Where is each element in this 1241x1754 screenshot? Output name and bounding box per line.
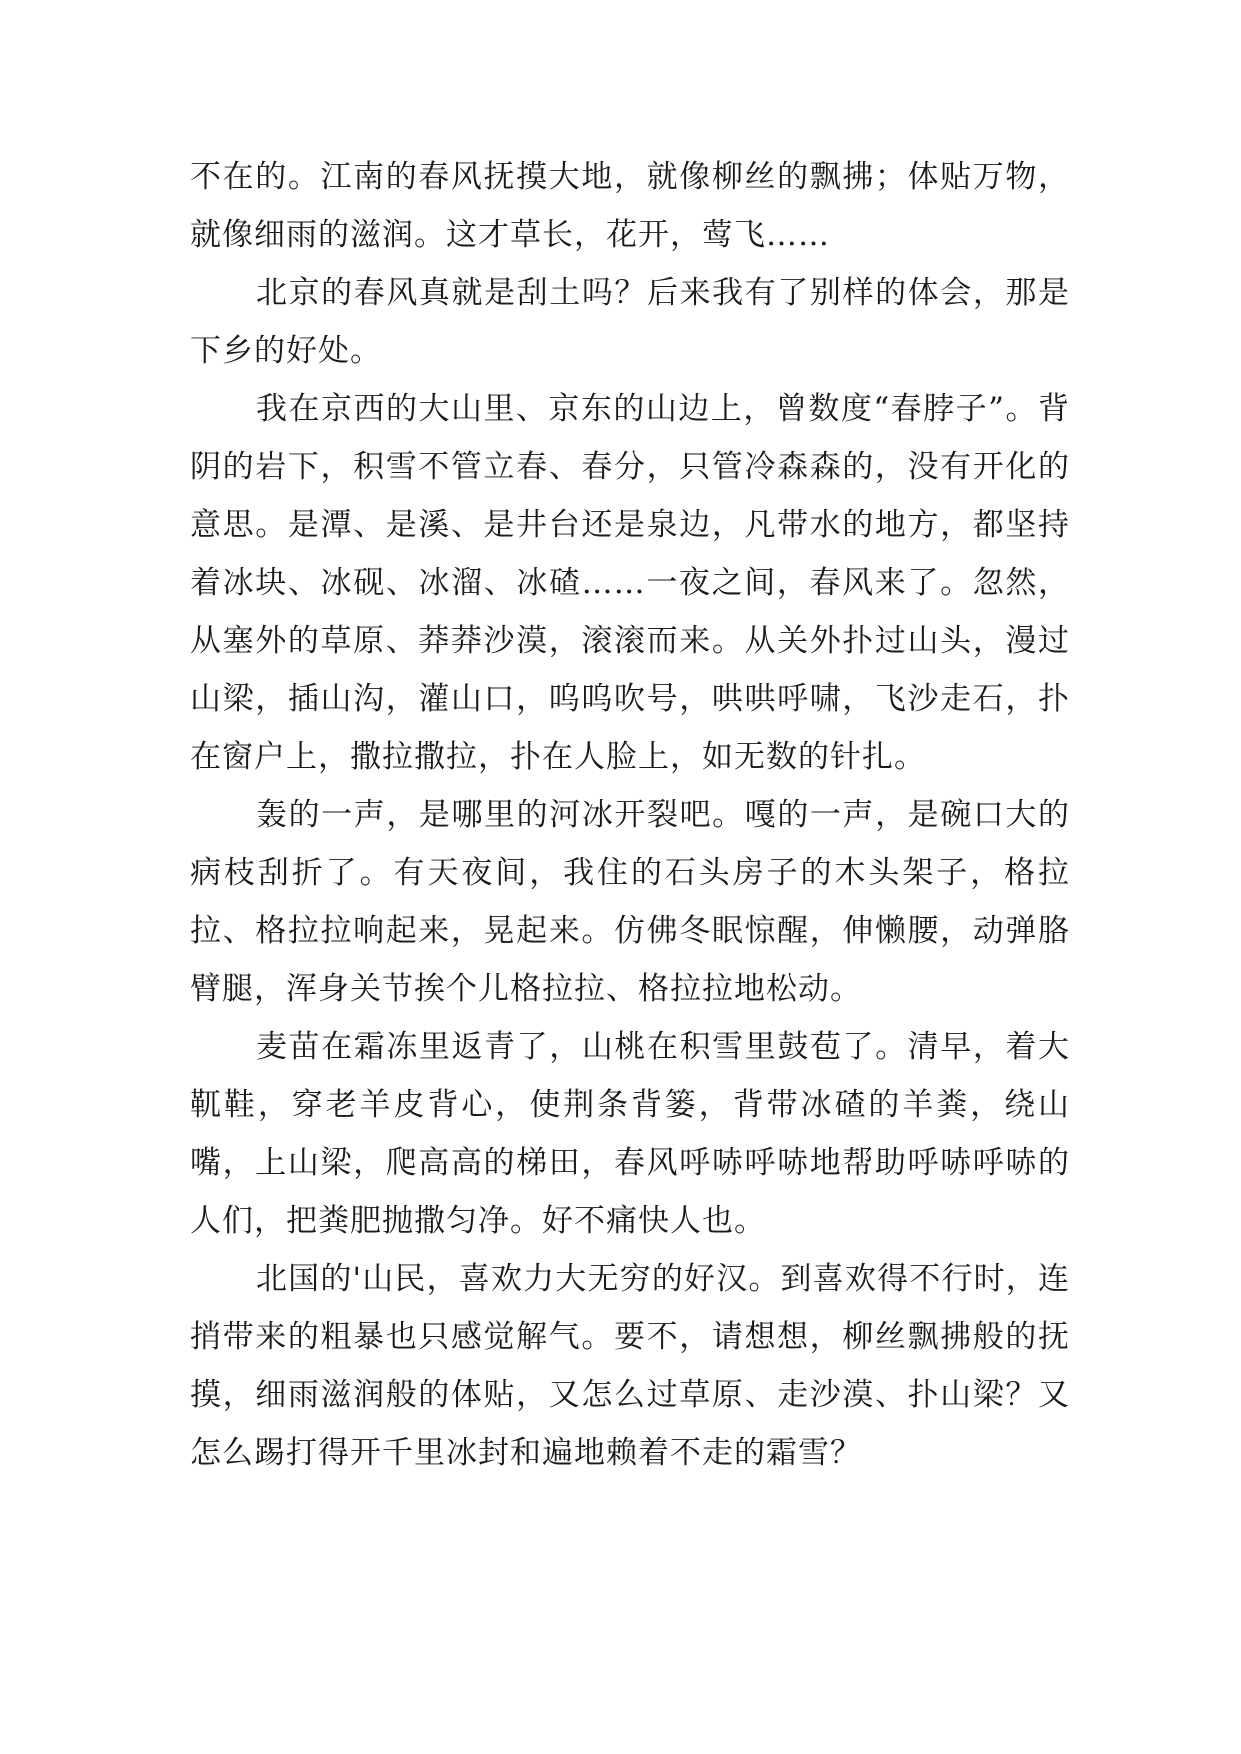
article-body — [190, 148, 1070, 1482]
paragraph-1: 不在的。江南的春风抚摸大地，就像柳丝的飘拂；体贴万物，就像细雨的滋润。这才草长，花开，莺飞…… — [190, 159, 1070, 253]
paragraph-4: 轰的一声，是哪里的河冰开裂吧。嘎的一声，是碗口大的病枝刮折了。有天夜间，我住的石头房子的木头架子，格拉拉、格拉拉响起来，晃起来。仿佛冬眠惊醒，伸懒腰，动弹胳臂腿，浑身关节挨个儿格拉拉、格拉拉地松动。 — [190, 797, 1070, 1007]
paragraph-5: 麦苗在霜冻里返青了，山桃在积雪里鼓苞了。清早，着大靰鞋，穿老羊皮背心，使荆条背篓，背带冰碴的羊粪，绕山嘴，上山梁，爬高高的梯田，春风呼哧呼哧地帮助呼哧呼哧的人们，把粪肥抛撒匀净。好不痛快人也。 — [190, 1029, 1070, 1239]
paragraph-2: 北京的春风真就是刮土吗？后来我有了别样的体会，那是下乡的好处。 — [190, 275, 1070, 369]
paragraph-3: 我在京西的大山里、京东的山边上，曾数度“春脖子”。背阴的岩下，积雪不管立春、春分，只管冷森森的，没有开化的意思。是潭、是溪、是井台还是泉边，凡带水的地方，都坚持着冰块、冰砚、冰溜、冰碴……一夜之间，春风来了。忽然，从塞外的草原、莽莽沙漠，滚滚而来。从关外扑过山头，漫过山梁，插山沟，灌山口，呜呜吹号，哄哄呼啸，飞沙走石，扑在窗户上，撒拉撒拉，扑在人脸上，如无数的针扎。 — [190, 391, 1070, 775]
paragraph-6: 北国的'山民，喜欢力大无穷的好汉。到喜欢得不行时，连捎带来的粗暴也只感觉解气。要不，请想想，柳丝飘拂般的抚摸，细雨滋润般的体贴，又怎么过草原、走沙漠、扑山梁？又怎么踢打得开千里冰封和遍地赖着不走的霜雪？ — [190, 1261, 1070, 1471]
